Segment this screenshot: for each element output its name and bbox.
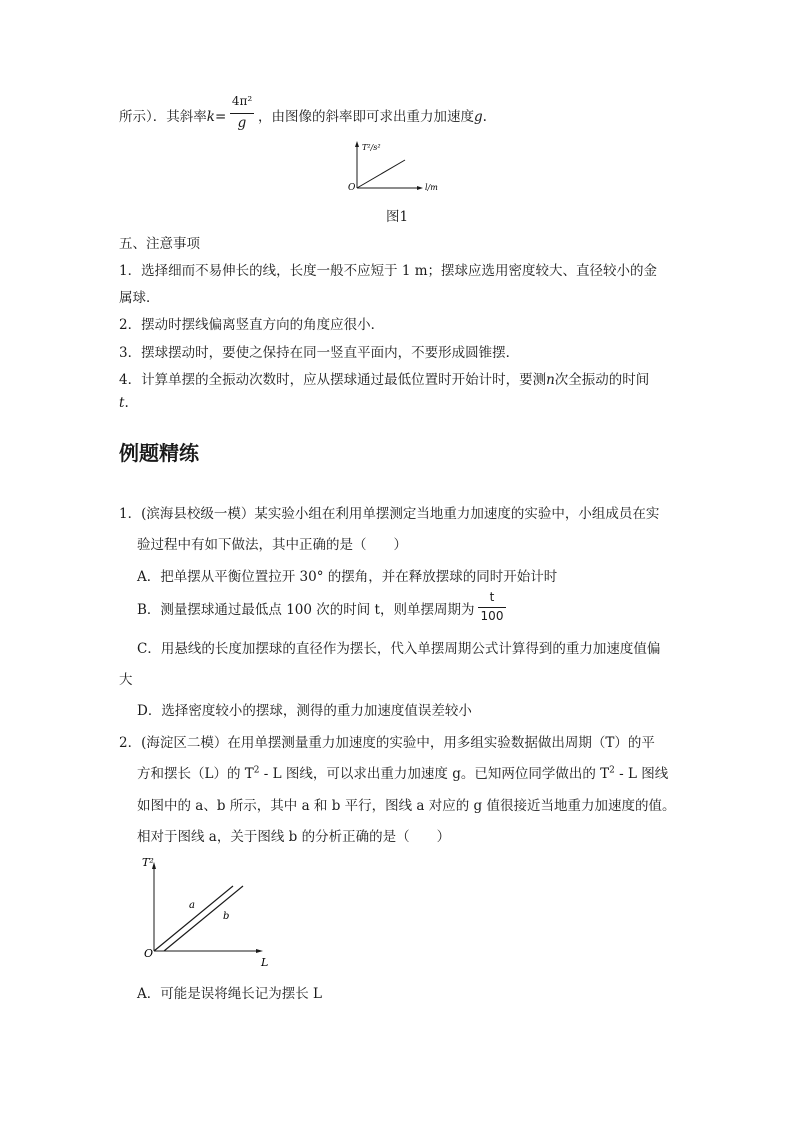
q1-option-b-fraction — [478, 590, 506, 628]
q2-line2-end: - L 图线 — [614, 766, 669, 782]
note-2: 2．摆动时摆线偏离竖直方向的角度应很小． — [119, 317, 385, 333]
note-4-prefix: 4．计算单摆的全振动次数时，应从摆球通过最低位置时开始计时，要测 — [119, 372, 547, 388]
note-4-n: n — [546, 372, 555, 388]
fraction-denominator: g — [237, 115, 247, 131]
note-4-dot: . — [124, 395, 129, 411]
q1-option-c-line2: 大 — [119, 672, 133, 688]
q1-option-b: B．测量摆球通过最低点 100 次的时间 t，则单摆周期为 — [137, 602, 475, 618]
q1-fraction-denominator: 100 — [480, 609, 504, 623]
figure-2-graph — [135, 852, 285, 974]
q1-option-d: D．选择密度较小的摆球，测得的重力加速度值误差较小 — [137, 703, 472, 719]
fig1-line — [357, 160, 405, 188]
q1-line2: 验过程中有如下做法，其中正确的是（ ） — [137, 537, 407, 553]
q2-superscript-1: 2 — [253, 765, 260, 776]
q2-line2-prefix: 方和摆长（L）的 T — [137, 766, 254, 782]
note-4-line1 — [119, 368, 649, 388]
equals-sign: = — [214, 109, 227, 125]
intro-prefix: 所示）．其斜率 — [119, 109, 207, 125]
note-4-suffix: 次全振动的时间 — [554, 372, 650, 388]
slope-fraction — [230, 94, 254, 134]
note-1-line2: 属球． — [119, 290, 160, 306]
q2-option-a: A．可能是误将绳长记为摆长 L — [137, 986, 323, 1002]
notes-title: 五、注意事项 — [119, 236, 200, 252]
fig1-x-arrow-icon — [417, 186, 423, 190]
section-heading: 例题精练 — [119, 441, 199, 465]
fig1-y-arrow-icon — [355, 141, 359, 147]
note-1-line1: 1．选择细而不易伸长的线，长度一般不应短于 1 m；摆球应选用密度较大、直径较小的金 — [119, 263, 658, 279]
q1-option-c-line1: C．用悬线的长度加摆球的直径作为摆长，代入单摆周期公式计算得到的重力加速度值偏 — [137, 641, 661, 657]
fig2-label-b: b — [223, 911, 230, 922]
q1-line1: 1．(滨海县校级一模）某实验小组在利用单摆测定当地重力加速度的实验中，小组成员在实 — [119, 506, 660, 522]
fig2-label-a: a — [189, 900, 195, 911]
q1-option-a: A．把单摆从平衡位置拉开 30° 的摆角，并在释放摆球的同时开始计时 — [137, 569, 558, 585]
intro-line — [119, 105, 226, 125]
fig2-origin: O — [144, 947, 154, 960]
slope-k: k — [206, 109, 215, 125]
fig1-x-label: l/m — [425, 183, 438, 192]
figure-1-graph — [345, 138, 455, 198]
note-3: 3．摆球摆动时，要使之保持在同一竖直平面内，不要形成圆锥摆． — [119, 345, 520, 361]
gravity-g: g — [474, 109, 483, 125]
note-4-line2 — [119, 395, 129, 411]
fraction-numerator: 4π² — [231, 94, 253, 108]
q2-line2 — [137, 762, 668, 782]
fig1-y-label: T²/s² — [362, 143, 381, 152]
figure-1-caption: 图1 — [386, 209, 409, 225]
fig2-y-label: T² — [142, 856, 154, 869]
fig2-line-b — [164, 886, 243, 951]
q2-line3: 如图中的 a、b 所示，其中 a 和 b 平行，图线 a 对应的 g 值很接近当地重力加速度的值。 — [137, 798, 676, 814]
q2-line4: 相对于图线 a，关于图线 b 的分析正确的是（ ） — [137, 829, 451, 845]
q2-line1: 2．(海淀区二模）在用单摆测量重力加速度的实验中，用多组实验数据做出周期（T）的平 — [119, 735, 655, 751]
fig2-x-arrow-icon — [256, 949, 263, 953]
intro-suffix-line — [258, 105, 487, 125]
q2-superscript-2: 2 — [609, 765, 615, 776]
fig2-x-label: L — [261, 956, 269, 969]
q2-line2-middle: - L 图线，可以求出重力加速度 g。已知两位同学做出的 T — [259, 766, 610, 782]
intro-dot: . — [482, 109, 487, 125]
fig2-line-a — [154, 886, 233, 951]
note-4-t: t — [119, 395, 125, 411]
q1-fraction-numerator: t — [489, 590, 495, 604]
intro-suffix: ，由图像的斜率即可求出重力加速度 — [258, 109, 474, 125]
fig1-origin: O — [348, 183, 356, 193]
